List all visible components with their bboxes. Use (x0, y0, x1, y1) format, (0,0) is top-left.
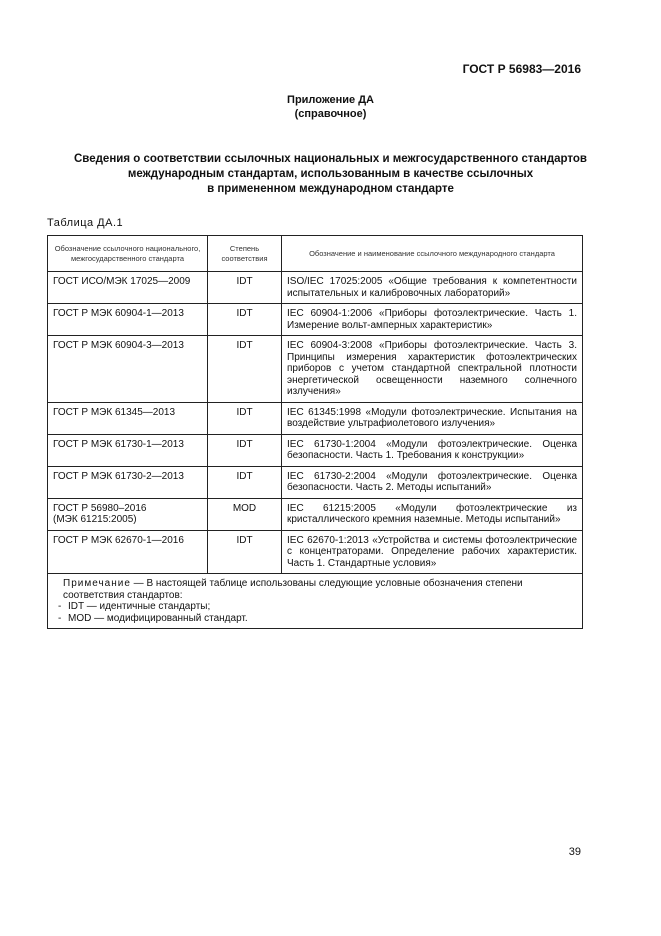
degree-cell: IDT (208, 402, 282, 434)
national-standard-cell (48, 498, 208, 530)
table-row (48, 304, 583, 336)
international-standard-cell: IEC 61215:2005 «Модули фотоэлектрические из кристаллического кремния наземные. Методы испытаний» (282, 498, 583, 530)
national-standard-cell: ГОСТ Р МЭК 61730-1—2013 (48, 434, 208, 466)
degree-cell: IDT (208, 434, 282, 466)
annex-block (0, 93, 661, 121)
page-number: 39 (568, 846, 581, 858)
note-item-mod: MOD — модифицированный стандарт. (68, 612, 248, 624)
heading-line-2: международным стандартам, использованным в качестве ссылочных (127, 168, 534, 180)
degree-cell: IDT (208, 530, 282, 574)
international-standard-cell: IEC 61730-2:2004 «Модули фотоэлектрические. Оценка безопасности. Часть 2. Методы испытаний» (282, 466, 583, 498)
international-standard-cell: IEC 61345:1998 «Модули фотоэлектрические. Испытания на воздействие ультрафиолетового излучения» (282, 402, 583, 434)
national-standard-cell: ГОСТ Р МЭК 61730-2—2013 (48, 466, 208, 498)
national-standard-equivalent: (МЭК 61215:2005) (53, 514, 137, 525)
annex-subtitle: (справочное) (294, 108, 367, 120)
annex-title: Приложение ДА (287, 94, 374, 106)
national-standard-code: ГОСТ Р 56980–2016 (53, 502, 147, 514)
correspondence-table (47, 235, 583, 629)
header-international-standard: Обозначение и наименование ссылочного международного стандарта (282, 236, 583, 272)
section-heading (0, 152, 661, 197)
national-standard-cell: ГОСТ Р МЭК 62670-1—2016 (48, 530, 208, 574)
international-standard-cell: ISO/IEC 17025:2005 «Общие требования к компетентности испытательных и калибровочных лабораторий» (282, 272, 583, 304)
degree-cell: IDT (208, 272, 282, 304)
international-standard-cell: IEC 60904-1:2006 «Приборы фотоэлектрические. Часть 1. Измерение вольт-амперных характеристик» (282, 304, 583, 336)
table-row (48, 336, 583, 403)
heading-line-1: Сведения о соответствии ссылочных национальных и межгосударственного стандартов (74, 153, 587, 165)
table-row (48, 466, 583, 498)
table-caption: Таблица ДА.1 (47, 217, 124, 229)
note-text: — В настоящей таблице использованы следующие условные обозначения степени соответствия стандартов: (63, 578, 523, 601)
national-standard-cell: ГОСТ Р МЭК 61345—2013 (48, 402, 208, 434)
table-note-row (48, 574, 583, 629)
international-standard-cell: IEC 60904-3:2008 «Приборы фотоэлектрические. Часть 3. Принципы измерения характеристик фотоэлектрических приборов с учетом стандартной спектральной плотности энергетической освещенности наземного солнечного излучения» (282, 336, 583, 403)
degree-cell: MOD (208, 498, 282, 530)
header-degree: Степень соответствия (208, 236, 282, 272)
table-note: Примечание — В настоящей таблице использованы следующие условные обозначения степени соответствия стандартов: - IDT — идентичные стандарты; - MOD — модифицированный стандарт. (48, 574, 583, 629)
national-standard-cell: ГОСТ Р МЭК 60904-3—2013 (48, 336, 208, 403)
document-code: ГОСТ Р 56983—2016 (462, 62, 581, 76)
table-row (48, 272, 583, 304)
note-item-idt: IDT — идентичные стандарты; (68, 601, 211, 612)
degree-cell: IDT (208, 304, 282, 336)
table-row (48, 434, 583, 466)
degree-cell: IDT (208, 336, 282, 403)
national-standard-cell: ГОСТ ИСО/МЭК 17025—2009 (48, 272, 208, 304)
degree-cell: IDT (208, 466, 282, 498)
header-national-standard: Обозначение ссылочного национального, межгосударственного стандарта (48, 236, 208, 272)
international-standard-cell: IEC 62670-1:2013 «Устройства и системы фотоэлектрические с концентраторами. Определение рабочих характеристик. Часть 1. Стандартные условия» (282, 530, 583, 574)
table-row (48, 498, 583, 530)
international-standard-cell: IEC 61730-1:2004 «Модули фотоэлектрические. Оценка безопасности. Часть 1. Требования к конструкции» (282, 434, 583, 466)
table-row (48, 530, 583, 574)
heading-line-3: в примененном международном стандарте (207, 183, 454, 195)
table-header-row (48, 236, 583, 272)
note-label: Примечание (63, 578, 131, 589)
table-row (48, 402, 583, 434)
national-standard-cell: ГОСТ Р МЭК 60904-1—2013 (48, 304, 208, 336)
